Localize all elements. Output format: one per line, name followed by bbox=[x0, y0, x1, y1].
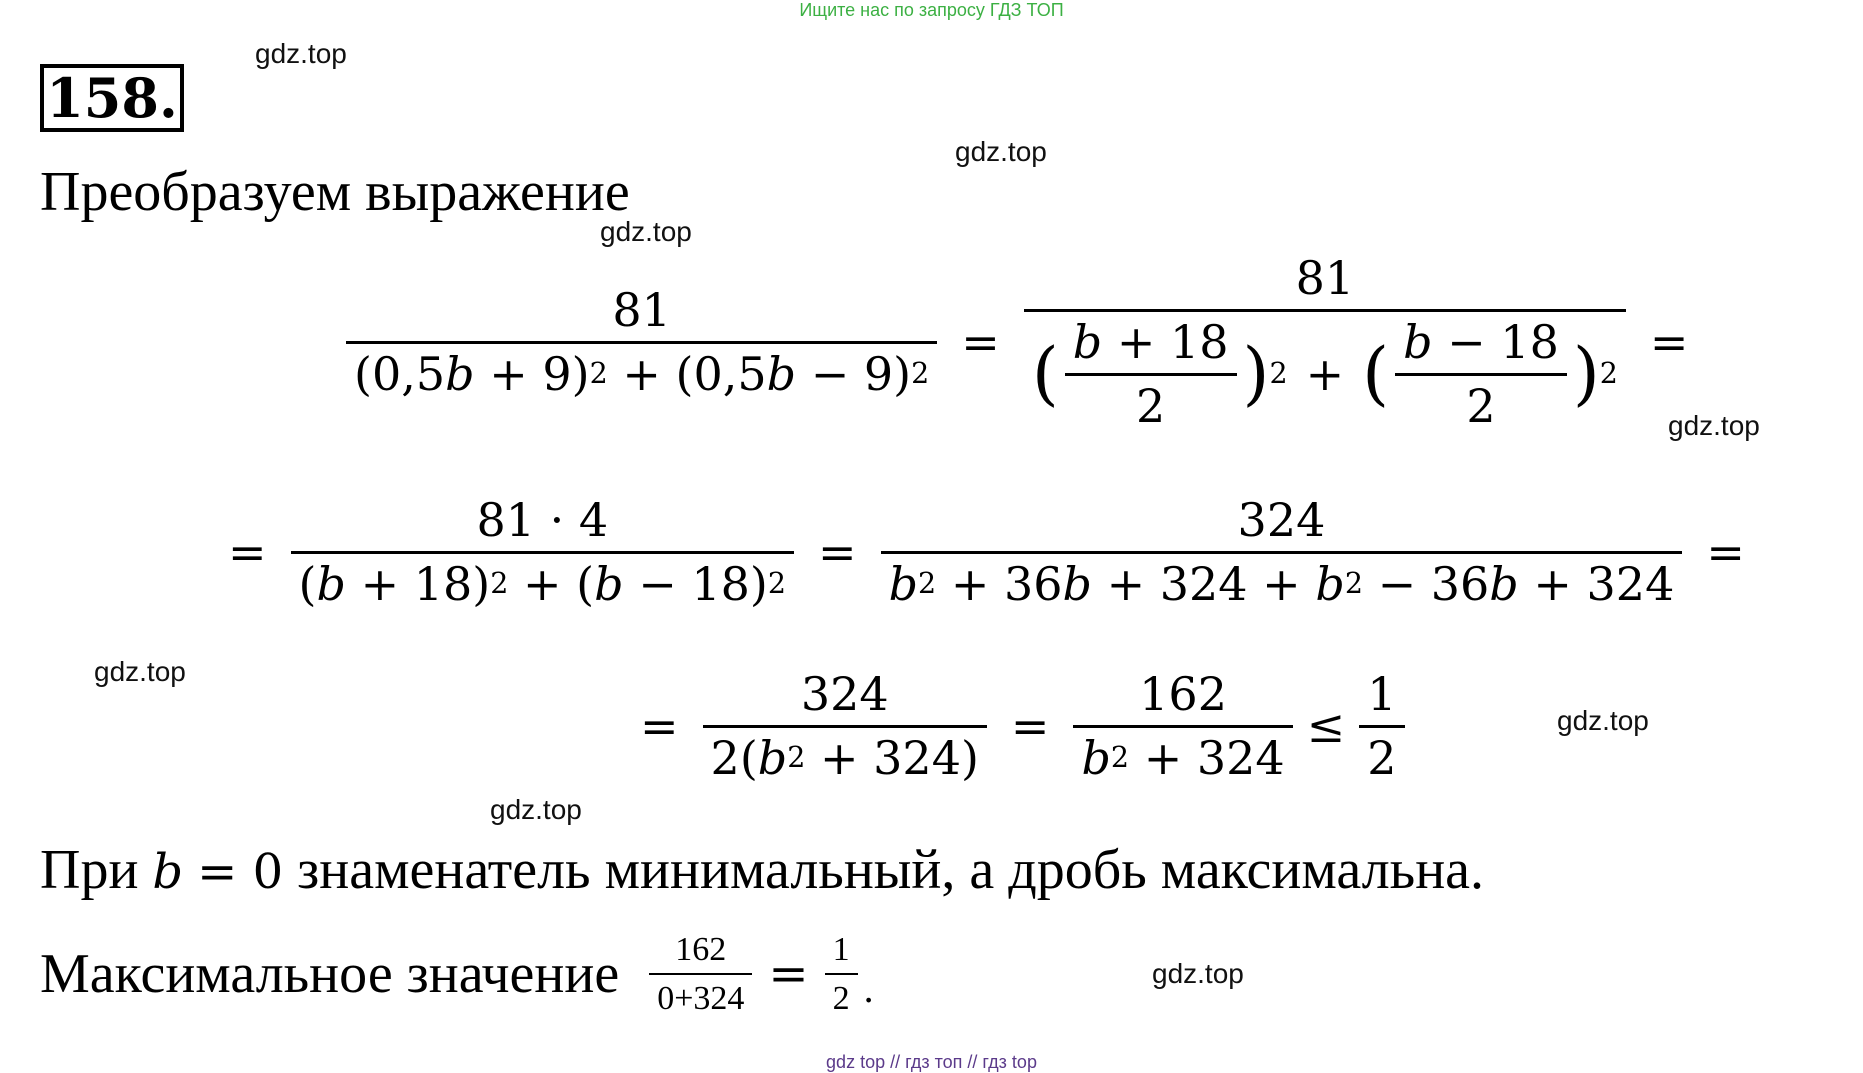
fraction: 162 b 2 + 324 bbox=[1073, 668, 1292, 785]
intro-text: Преобразуем выражение bbox=[40, 161, 630, 223]
watermark: gdz.top bbox=[255, 38, 347, 69]
watermark: gdz.top bbox=[1557, 705, 1649, 736]
fraction: 81 ( b + 18 2 ) 2 + ( b − 18 2 ) 2 bbox=[1024, 252, 1626, 433]
watermark: gdz.top bbox=[1152, 958, 1244, 989]
watermark: gdz.top bbox=[600, 216, 692, 247]
equation-line-1: 81 (0,5 b + 9) 2 + (0,5 b − 9) 2 = 81 ( b + 18 2 ) 2 + ( b − 18 2 ) 2 = bbox=[340, 252, 1706, 433]
bottom-banner: gdz top // гдз топ // гдз top bbox=[826, 1052, 1037, 1072]
fraction: 81 · 4 ( b + 18) 2 + ( b − 18) 2 bbox=[291, 494, 794, 611]
equation-line-3: = 324 2( b 2 + 324) = 162 b 2 + 324 ≤ $\frac{1}{2}$ bbox=[622, 668, 1411, 785]
watermark: gdz.top bbox=[490, 794, 582, 825]
watermark: gdz.top bbox=[955, 136, 1047, 167]
fraction: $\frac{1}{2}$ bbox=[825, 930, 858, 1018]
max-value-line: Максимальное значение $\frac{162}{0+324}$ = $\frac{1}{2}$ . bbox=[40, 931, 874, 1018]
fraction: 81 (0,5 b + 9) 2 + (0,5 b − 9) 2 bbox=[346, 284, 937, 401]
fraction: $\frac{1}{2}$ bbox=[1359, 668, 1404, 785]
fraction: $\frac{162}{0+324}$ bbox=[649, 930, 752, 1018]
watermark: gdz.top bbox=[94, 656, 186, 687]
top-banner: Ищите нас по запросу ГДЗ ТОП bbox=[799, 0, 1064, 20]
fraction: 324 b 2 + 36 b + 324 + b 2 − 36 b + 324 bbox=[881, 494, 1683, 611]
problem-number: 158. bbox=[40, 64, 184, 132]
fraction: 324 2( b 2 + 324) bbox=[703, 668, 987, 785]
conclusion-text: При b = 0 знаменатель минимальный, а дробь максимальна. bbox=[40, 839, 1485, 901]
watermark: gdz.top bbox=[1668, 410, 1760, 441]
equation-line-2: = 81 · 4 ( b + 18) 2 + ( b − 18) 2 = 324 b 2 + 36 b + 324 + b 2 − 36 b + 324 = bbox=[228, 493, 1745, 611]
